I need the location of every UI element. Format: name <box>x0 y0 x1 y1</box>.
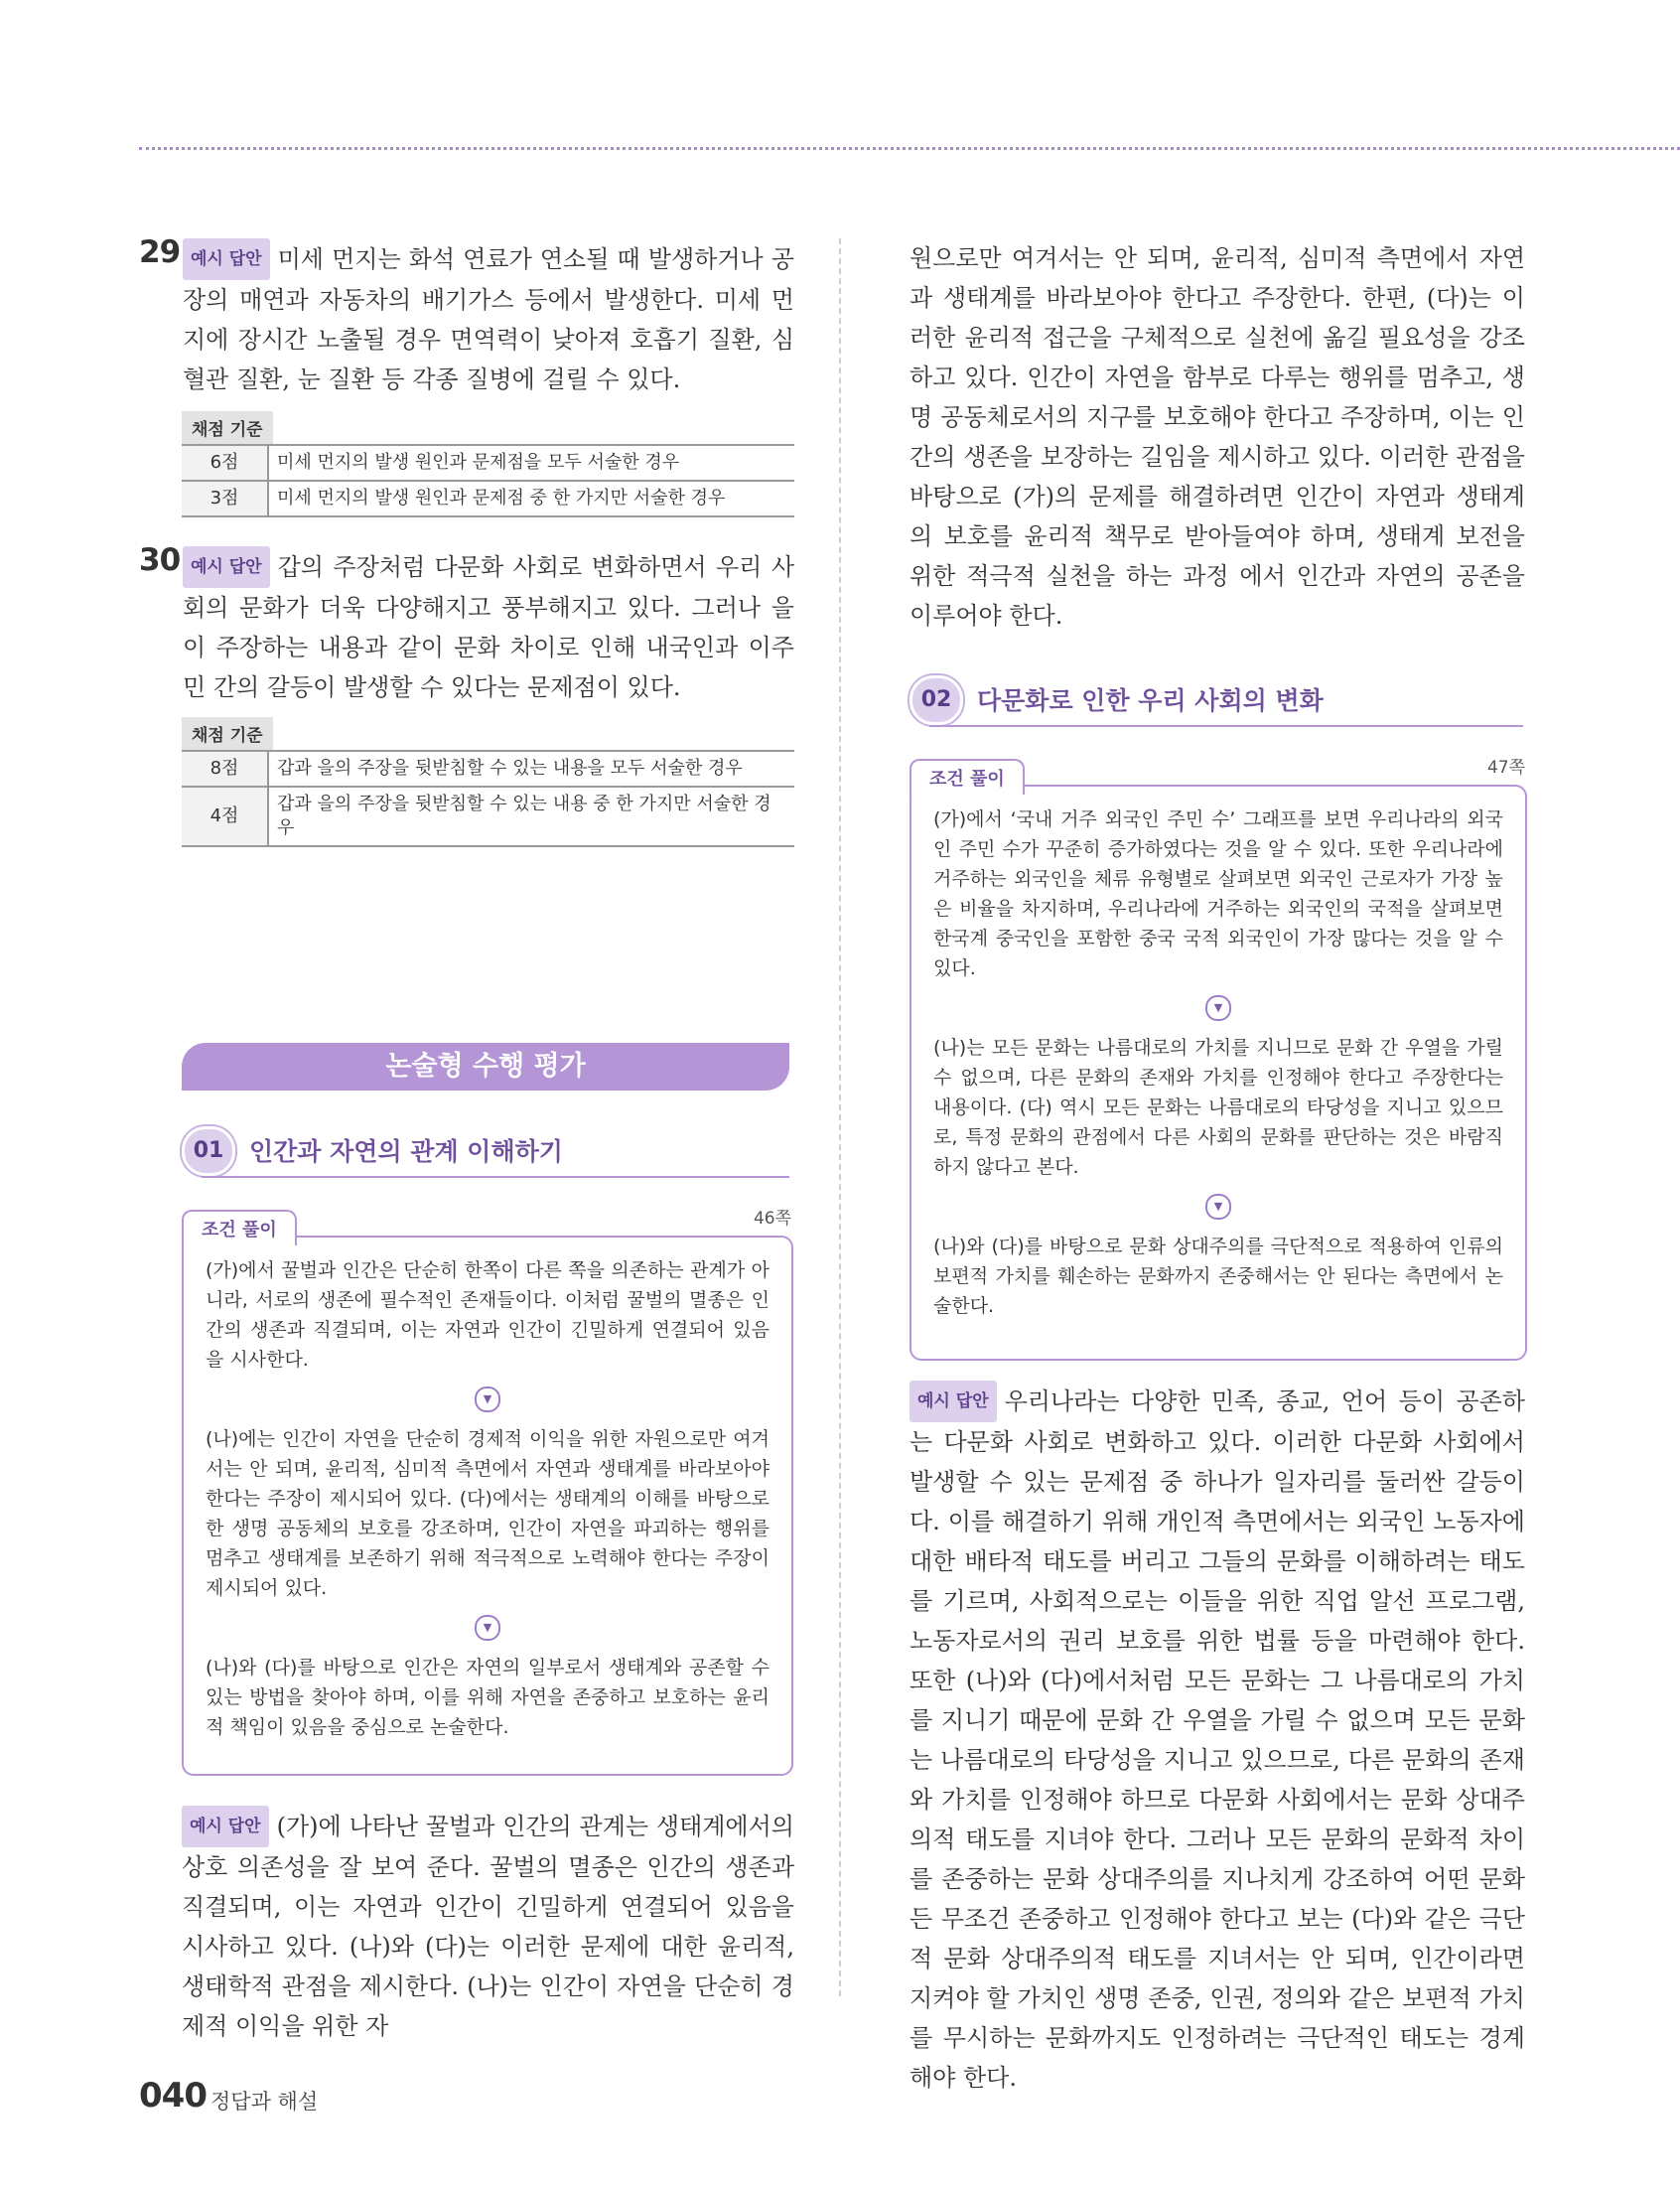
condition-box-01 <box>182 1209 793 1776</box>
example-answer-badge: 예시 답안 <box>910 1381 997 1422</box>
criteria-text: 갑과 을의 주장을 뒷받침할 수 있는 내용을 모두 서술한 경우 <box>277 758 743 779</box>
condition-paragraph: (나)에는 인간이 자연을 단순히 경제적 이익을 위한 자원으로만 여겨서는 안 되며, 윤리적, 심미적 측면에서 자연과 생태계를 바라보아야 한다는 주장이 제시되어 있다. (다)에서는 생태계의 이해를 바탕으로 한 생명 공동체의 보호를 강조하며, 인간이 자연을 파괴하는 행위를 멈추고 생태계를 보존하기 위해 적극적으로 노력해야 한다는 주장이 제시되어 있다. <box>206 1428 770 1599</box>
criteria-text: 미세 먼지의 발생 원인과 문제점 중 한 가지만 서술한 경우 <box>277 488 726 509</box>
answer-text: 예시 답안 갑의 주장처럼 다문화 사회로 변화하면서 우리 사회의 문화가 더욱 다양해지고 풍부해지고 있다. 그러나 을이 주장하는 내용과 같이 문화 차이로 인해 내국인과 이주민 간의 갈등이 발생할 수 있다는 문제점이 있다. <box>183 546 794 707</box>
question-number: 29 <box>139 234 181 270</box>
question-29 <box>139 234 794 397</box>
section-number: 01 <box>182 1126 235 1176</box>
condition-paragraph: (가)에서 꿀벌과 인간은 단순히 한쪽이 다른 쪽을 의존하는 관계가 아니라, 서로의 생존에 필수적인 존재들이다. 이처럼 꿀벌의 멸종은 인간의 생존과 직결되며, 이는 자연과 인간이 긴밀하게 연결되어 있음을 시사한다. <box>206 1259 770 1371</box>
table-row <box>182 751 794 787</box>
condition-paragraph: (나)는 모든 문화는 나름대로의 가치를 지니므로 문화 간 우열을 가릴 수 없으며, 다른 문화의 존재와 가치를 인정해야 한다고 주장한다는 내용이다. (다) 역시 모든 문화는 나름대로의 타당성을 지니고 있으므로, 특정 문화의 관점에서 다른 사회의 문화를 판단하는 것은 바람직하지 않다고 본다. <box>933 1037 1503 1178</box>
section-number: 02 <box>910 675 963 725</box>
section-title: 인간과 자연의 관계 이해하기 <box>249 1137 563 1166</box>
criteria-text: 갑과 을의 주장을 뒷받침할 수 있는 내용 중 한 가지만 서술한 경우 <box>277 794 771 838</box>
example-answer-badge: 예시 답안 <box>182 1806 269 1847</box>
condition-paragraph: (나)와 (다)를 바탕으로 문화 상대주의를 극단적으로 적용하여 인류의 보편적 가치를 훼손하는 문화까지 존중해서는 안 된다는 측면에서 논술한다. <box>933 1236 1503 1317</box>
criteria-table <box>182 444 794 517</box>
condition-paragraph: (가)에서 ‘국내 거주 외국인 주민 수’ 그래프를 보면 우리나라의 외국인 주민 수가 꾸준히 증가하였다는 것을 알 수 있다. 또한 우리나라에 거주하는 외국인을 체류 유형별로 살펴보면 외국인 근로자가 가장 높은 비율을 차지하며, 우리나라에 거주하는 외국인의 국적을 살펴보면 한국계 중국인을 포함한 중국 국적 외국인이 가장 많다는 것을 알 수 있다. <box>933 808 1503 979</box>
criteria-title: 채점 기준 <box>182 717 273 750</box>
table-row <box>182 481 794 516</box>
criteria-score: 4점 <box>182 787 268 846</box>
condition-paragraph: (나)와 (다)를 바탕으로 인간은 자연의 일부로서 생태계와 공존할 수 있는 방법을 찾아야 하며, 이를 위해 자연을 존중하고 보호하는 윤리적 책임이 있음을 중심으로 논술한다. <box>206 1657 770 1738</box>
table-row <box>182 787 794 846</box>
section-title: 다문화로 인한 우리 사회의 변화 <box>977 686 1324 715</box>
criteria-score: 8점 <box>182 751 268 787</box>
condition-tag: 조건 풀이 <box>910 759 1025 795</box>
top-dotted-rule <box>139 147 1680 150</box>
footer-label: 정답과 해설 <box>210 2090 319 2114</box>
section-02-answer: 예시 답안 우리나라는 다양한 민족, 종교, 언어 등이 공존하는 다문화 사회로 변화하고 있다. 이러한 다문화 사회에서 발생할 수 있는 문제점 중 하나가 일자리를 둘러싼 갈등이다. 이를 해결하기 위해 개인적 측면에서는 외국인 노동자에 대한 배타적 태도를 버리고 그들의 문화를 이해하려는 태도를 기르며, 사회적으로는 이들을 위한 직업 알선 프로그램, 노동자로서의 권리 보호를 위한 법률 등을 마련해야 한다. 또한 (나)와 (다)에서처럼 모든 문화는 그 나름대로의 가치를 지니기 때문에 문화 간 우열을 가릴 수 없으며 모든 문화는 나름대로의 타당성을 지니고 있으므로, 다른 문화의 존재와 가치를 인정해야 하므로 다문화 사회에서는 문화 상대주의적 태도를 지녀야 한다. 그러나 모든 문화의 문화적 차이를 존중하는 문화 상대주의를 지나치게 강조하여 어떤 문화든 무조건 존중하고 인정해야 한다고 보는 (다)와 같은 극단적 문화 상대주의적 태도를 지녀서는 안 되며, 인간이라면 지켜야 할 가치인 생명 존중, 인권, 정의와 같은 보편적 가치를 무시하는 문화까지도 인정하려는 극단적인 태도는 경계해야 한다. <box>910 1381 1525 2016</box>
table-row <box>182 445 794 481</box>
page-reference: 47쪽 <box>1486 758 1525 778</box>
example-answer-badge: 예시 답안 <box>183 238 270 280</box>
condition-tag: 조건 풀이 <box>182 1210 297 1245</box>
question-30 <box>139 542 794 705</box>
condition-box-02 <box>910 758 1527 1361</box>
chevron-down-icon: ▼ <box>1205 995 1231 1021</box>
chevron-down-icon: ▼ <box>475 1615 500 1641</box>
criteria-text: 미세 먼지의 발생 원인과 문제점을 모두 서술한 경우 <box>277 452 680 473</box>
criteria-score: 3점 <box>182 481 268 516</box>
section-underline <box>929 725 1523 727</box>
criteria-score: 6점 <box>182 445 268 481</box>
page-number: 040 <box>139 2076 207 2116</box>
section-02-header <box>910 675 1523 727</box>
example-answer-badge: 예시 답안 <box>183 546 270 588</box>
chevron-down-icon: ▼ <box>475 1386 500 1412</box>
answer-text: 예시 답안 미세 먼지는 화석 연료가 연소될 때 발생하거나 공장의 매연과 자동차의 배기가스 등에서 발생한다. 미세 먼지에 장시간 노출될 경우 면역력이 낮아져 호흡기 질환, 심혈관 질환, 눈 질환 등 각종 질병에 걸릴 수 있다. <box>183 238 794 399</box>
assessment-banner: 논술형 수행 평가 <box>182 1043 789 1091</box>
page-reference: 46쪽 <box>753 1209 791 1229</box>
scoring-criteria-30 <box>182 717 794 847</box>
column-divider <box>839 238 841 1996</box>
question-number: 30 <box>139 542 181 578</box>
criteria-table <box>182 750 794 847</box>
section-01-header <box>182 1126 789 1178</box>
section-underline <box>202 1176 789 1178</box>
section-01-answer-left: 예시 답안 (가)에 나타난 꿀벌과 인간의 관계는 생태계에서의 상호 의존성을 잘 보여 준다. 꿀벌의 멸종은 인간의 생존과 직결되며, 이는 자연과 인간이 긴밀하게 연결되어 있음을 시사하고 있다. (나)와 (다)는 이러한 문제에 대한 윤리적, 생태학적 관점을 제시한다. (나)는 인간이 자연을 단순히 경제적 이익을 위한 자 <box>182 1806 794 2014</box>
section-01-answer-right: 원으로만 여겨서는 안 되며, 윤리적, 심미적 측면에서 자연과 생태계를 바라보아야 한다고 주장한다. 한편, (다)는 이러한 윤리적 접근을 구체적으로 실천에 옮길 필요성을 강조하고 있다. 인간이 자연을 함부로 다루는 행위를 멈추고, 생명 공동체로서의 지구를 보호해야 한다고 주장하며, 이는 인간의 생존을 보장하는 길임을 제시하고 있다. 이러한 관점을 바탕으로 (가)의 문제를 해결하려면 인간이 자연과 생태계의 보호를 윤리적 책무로 받아들여야 하며, 생태계 보전을 위한 적극적 실천을 하는 과정 에서 인간과 자연의 공존을 이루어야 한다. <box>910 244 1525 630</box>
chevron-down-icon: ▼ <box>1205 1194 1231 1220</box>
criteria-title: 채점 기준 <box>182 411 273 444</box>
scoring-criteria-29 <box>182 411 794 517</box>
